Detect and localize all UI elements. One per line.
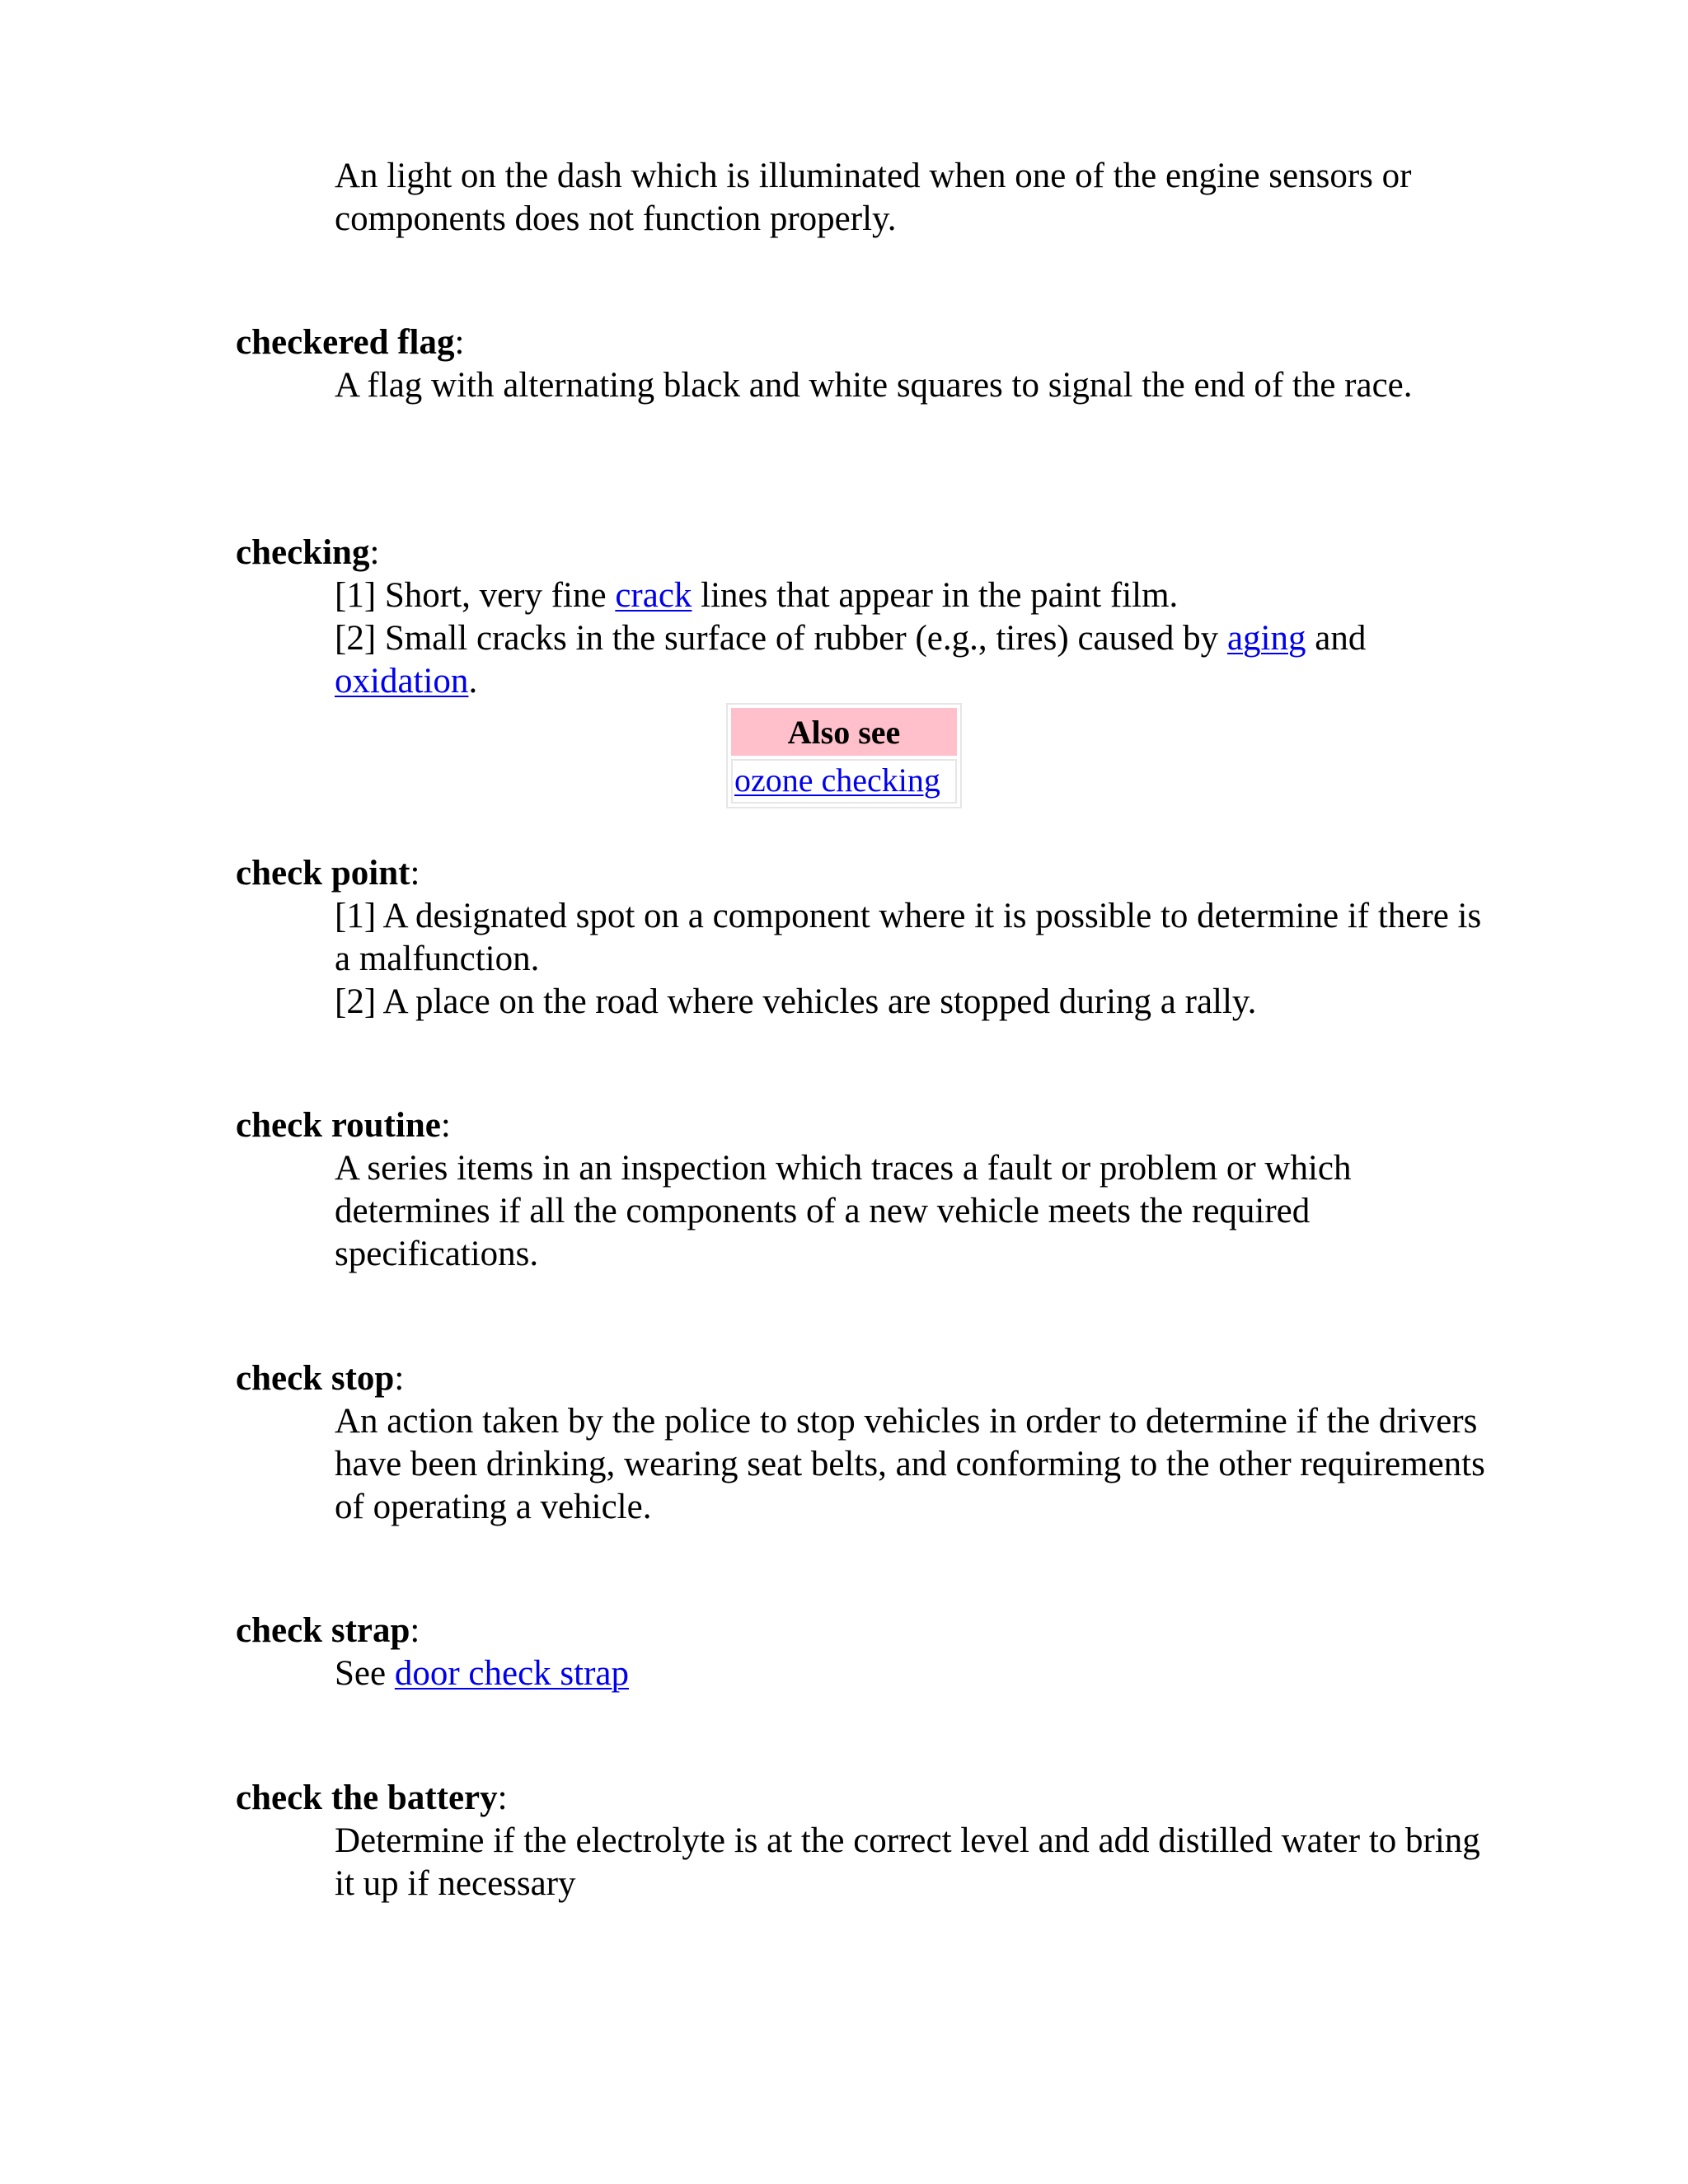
term-heading [236, 1357, 1497, 1400]
link-oxidation[interactable]: oxidation [335, 662, 469, 701]
also-see-header-row [731, 708, 957, 756]
entry-check-stop [236, 1357, 1497, 1529]
term-heading [236, 852, 1497, 895]
also-see-table [726, 703, 962, 808]
term-label: check stop [236, 1359, 395, 1398]
term-label: checkered flag [236, 323, 455, 362]
term-heading [236, 1104, 1497, 1147]
definition-1: [1] A designated spot on a component where it is possible to determine if there is a malfunction. [335, 897, 1482, 978]
definition-1 [335, 574, 1489, 617]
term-colon: : [410, 1611, 420, 1650]
term-colon: : [497, 1779, 508, 1817]
entry-check-routine [236, 1104, 1497, 1276]
definition-text: [1] Short, very fine [335, 576, 616, 615]
also-see-header: Also see [731, 708, 957, 756]
term-label: check routine [236, 1106, 441, 1145]
link-crack[interactable]: crack [615, 576, 692, 615]
term-colon: : [369, 533, 380, 572]
link-ozone-checking[interactable]: ozone checking [734, 762, 940, 799]
entry-checking [236, 532, 1497, 703]
definition-text: [2] Small cracks in the surface of rubber (e.g., tires) caused by [335, 619, 1227, 658]
definition-text: and [1306, 619, 1367, 658]
entry-checkered-flag [236, 321, 1497, 407]
see-prefix: See [335, 1654, 395, 1693]
definition-text: A flag with alternating black and white squares to signal the end of the race. [335, 366, 1413, 405]
term-colon: : [410, 854, 420, 893]
term-heading [236, 1777, 1497, 1820]
link-aging[interactable]: aging [1226, 619, 1306, 658]
entry-check-the-battery [236, 1777, 1497, 1905]
definition-text: An action taken by the police to stop vehicles in order to determine if the drivers have been drinking, wearing seat belts, and conforming to the other requirements of operating a vehicle. [335, 1402, 1485, 1526]
definition-2: [2] A place on the road where vehicles are stopped during a rally. [335, 982, 1257, 1021]
term-colon: : [440, 1106, 451, 1145]
term-label: check strap [236, 1611, 410, 1650]
link-door-check-strap[interactable]: door check strap [394, 1654, 630, 1693]
also-see-row [731, 759, 957, 804]
term-colon: : [454, 323, 465, 362]
term-heading [236, 1610, 1497, 1652]
definition-2 [335, 617, 1489, 703]
term-heading [236, 321, 1497, 364]
intro-definition: An light on the dash which is illuminated when one of the engine sensors or components does not function properly. [335, 157, 1412, 238]
term-label-part2: point [331, 854, 410, 893]
definition-text: lines that appear in the paint film. [692, 576, 1179, 615]
term-colon: : [394, 1359, 405, 1398]
definition-text: Determine if the electrolyte is at the correct level and add distilled water to bring it up if necessary [335, 1821, 1480, 1903]
definition-text: A series items in an inspection which traces a fault or problem or which determines if all the components of a new vehicle meets the required specifications. [335, 1149, 1352, 1273]
entry-check-point [236, 852, 1497, 1024]
term-label-part1: check [236, 854, 323, 893]
term-heading [236, 532, 1497, 574]
entry-check-strap [236, 1610, 1497, 1695]
definition-text: . [468, 662, 478, 701]
term-label: check the battery [236, 1779, 498, 1817]
definition-text [335, 1652, 1489, 1695]
also-see-cell [731, 759, 957, 804]
term-label: checking [236, 533, 370, 572]
